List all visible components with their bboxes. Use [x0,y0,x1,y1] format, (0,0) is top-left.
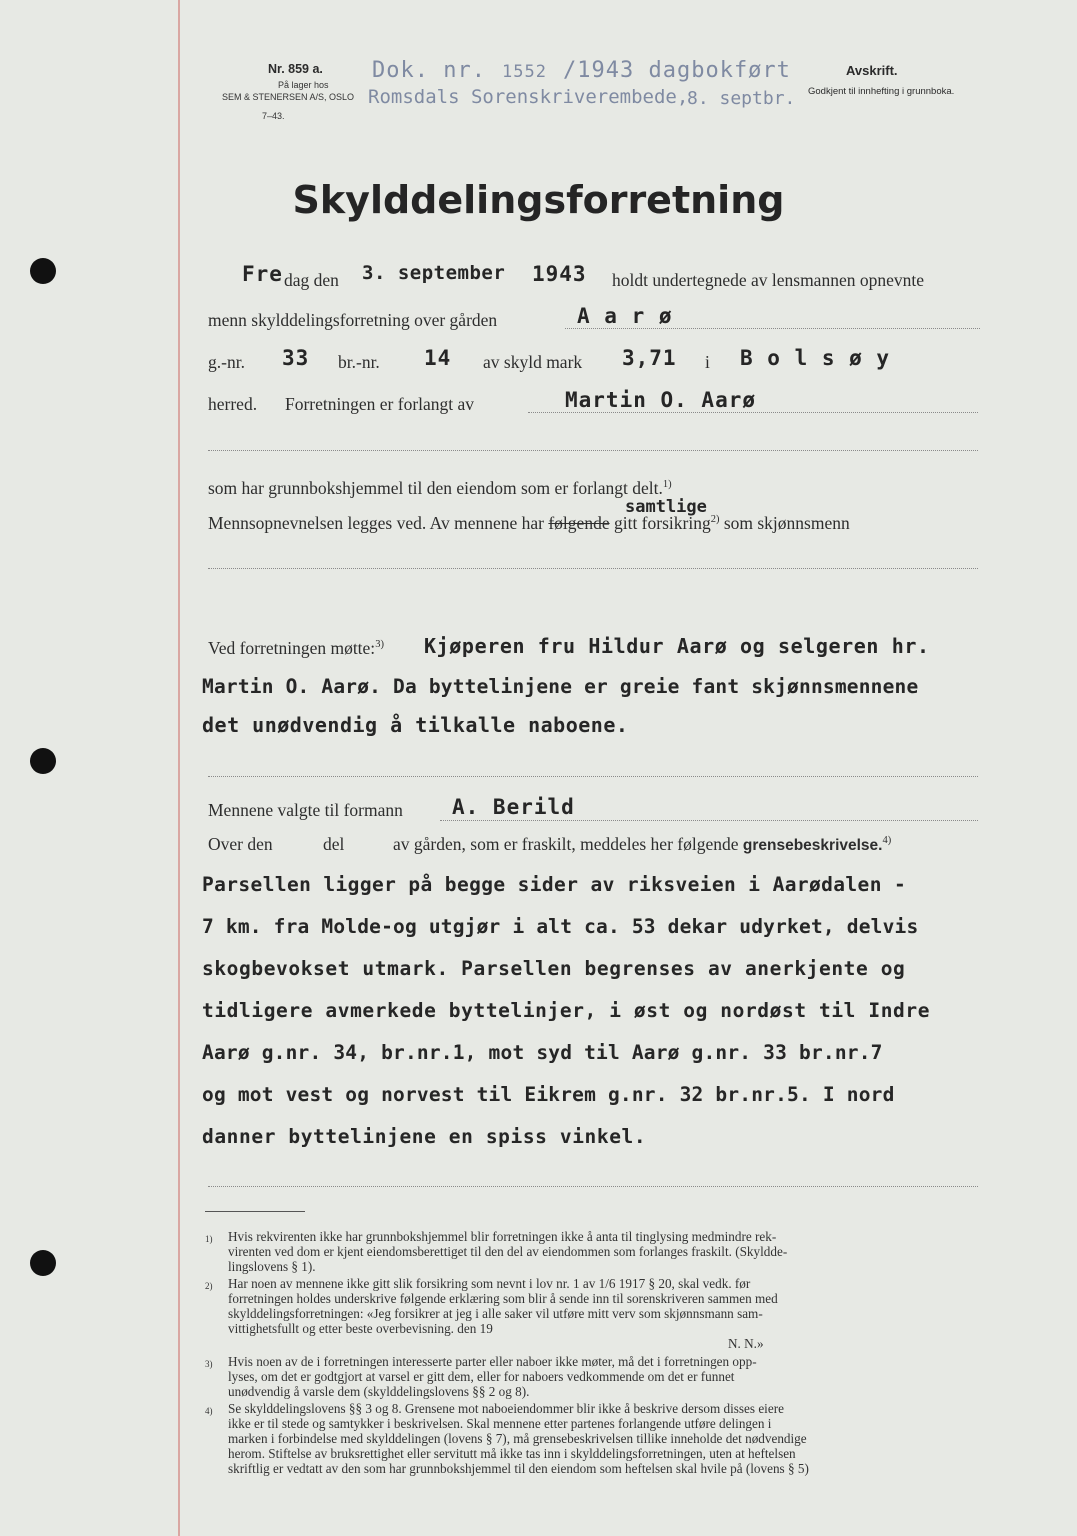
footnote-mark: 1) [205,1234,213,1244]
stamp-doc-number: 1552 [502,62,547,82]
requested-label: Forretningen er forlangt av [285,394,475,414]
footnote-line: lingslovens § 1). [228,1259,316,1274]
publisher-line: På lager hos [278,80,329,90]
skyld-label: av skyld mark [483,352,583,372]
inserted-word: samtlige [625,497,707,517]
fill-line [208,1186,978,1187]
punch-hole [30,1250,56,1276]
footnote-line: vittighetsfullt og etter beste overbevisning. den 19 [228,1321,493,1336]
footnote-rule [205,1211,305,1212]
farm-fill: A a r ø [577,304,673,328]
boundary-line: Aarø g.nr. 34, br.nr.1, mot syd til Aarø g.nr. 33 br.nr.7 [202,1041,883,1064]
attendance-label: Ved forretningen møtte: [208,638,376,658]
attendance-line: det unødvendig å tilkalle naboene. [202,713,629,737]
attendance-line: Kjøperen fru Hildur Aarø og selgeren hr. [424,634,930,658]
document-title: Skylddelingsforretning [292,178,785,222]
footnote-ref: 2) [710,514,720,526]
footnote-line: Har noen av mennene ikke gitt slik forsikring som nevnt i lov nr. 1 av 1/6 1917 § 20, skal vedk. før [228,1276,751,1291]
boundary-line: 7 km. fra Molde-og utgjør i alt ca. 53 dekar udyrket, delvis [202,915,919,938]
year-fill: 1943 [532,262,587,286]
footnote-ref: 4) [882,835,892,847]
punch-hole [30,258,56,284]
boundary-line: og mot vest og norvest til Eikrem g.nr. 32 br.nr.5. I nord [202,1083,895,1106]
approval-note: Godkjent til innhefting i grunnboka. [808,86,955,97]
boundary-line: danner byttelinjene en spiss vinkel. [202,1125,647,1148]
footnote-line: virenten ved dom er kjent eiendomsberettiget til den del av eiendommen som forlanges fraskilt. (Skyldde- [228,1244,788,1259]
weekday-fill: Fre [242,262,283,286]
bnr-label: br.-nr. [338,352,380,372]
footnote-line: unødvendig å varsle dem (skylddelingslovens §§ 2 og 8). [228,1384,530,1399]
municipality-label: i [705,352,710,372]
boundary-label-3: av gården, som er fraskilt, meddeles her følgende [393,834,739,854]
footnote-line: lyses, om det er godtgjort at varsel er gitt dem, eller for naboers vedkommende om det er funnet [228,1369,735,1384]
stamp-date: 8. septbr. [687,88,796,109]
boundary-label: Over den [208,834,273,854]
chair-name: A. Berild [452,795,575,819]
boundary-line: skogbevokset utmark. Parsellen begrenses av anerkjente og [202,957,906,980]
date-fill: 3. september [362,262,506,284]
footnote-signature: N. N.» [728,1336,764,1351]
attendance-line: Martin O. Aarø. Da byttelinjene er greie fant skjønnsmennene [202,675,919,698]
boundary-bold: grensebeskrivelse. [742,837,883,854]
footnote-line: forretningen holdes underskrive følgende erklæring som blir å sende inn til sorenskriveren sammen med [228,1291,778,1306]
menn-text-3: som skjønnsmenn [723,513,850,533]
boundary-line: tidligere avmerkede byttelinjer, i øst og nordøst til Indre [202,999,931,1022]
fill-line [528,412,978,413]
chair-label: Mennene valgte til formann [208,800,403,820]
date-label: dag den [284,270,339,290]
footnote-line: skylddelingsforretningen: «Jeg forsikrer at jeg i alle saker vil utføre mitt verv som skjønnsmann sam- [228,1306,763,1321]
struck-word: følgende [548,513,610,533]
footnote-mark: 2) [205,1281,213,1291]
footnote-line: Hvis rekvirenten ikke har grunnbokshjemmel blir forretningen ikke å anta til tinglysing medmindre rek- [228,1229,777,1244]
footnote-ref: 1) [662,479,672,491]
footnote-ref: 3) [375,639,384,651]
footnote-line: skriftlig er vedtatt av den som har grunnbokshjemmel til den eiendom som heftelsen skal hvile på (lovens § 5) [228,1461,809,1476]
intro-text: holdt undertegnede av lensmannen opnevnte [612,270,924,290]
footnote-line: herom. Stiftelse av bruksrettighet eller servitutt må ikke tas inn i skylddelingsforretningen, uten at heftelsen [228,1446,796,1461]
boundary-line: Parsellen ligger på begge sider av riksveien i Aarødalen - [202,873,907,896]
skyld-fill: 3,71 [622,346,677,370]
municipality-fill: B o l s ø y [740,346,891,370]
boundary-label-2: del [323,834,345,854]
gnr-label: g.-nr. [208,352,245,372]
stamp-doc-label: Dok. nr. [372,58,486,83]
copy-label: Avskrift. [846,63,898,78]
farm-label: menn skylddelingsforretning over gården [208,310,498,330]
menn-text-2: gitt forsikring [613,513,711,533]
bnr-fill: 14 [424,346,452,370]
margin-rule [178,0,180,1536]
footnote-line: ikke er til stede og samtykker i beskrivelsen. Skal mennene etter partenes forlangende utføre delingen i [228,1416,772,1431]
footnote-mark: 4) [205,1406,213,1416]
fill-line [440,820,978,821]
menn-text: Mennsopnevnelsen legges ved. Av mennene har [208,513,544,533]
fill-line [565,328,980,329]
footnote-line: Se skylddelingslovens §§ 3 og 8. Grensene mot naboeiendommer blir ikke å beskrive dersom disses eiere [228,1401,784,1416]
publisher-date: 7–43. [262,111,285,121]
fill-line [208,568,978,569]
stamp-office: Romsdals Sorenskriverembede, [368,86,689,108]
footnote-line: marken i forbindelse med skylddelingen (lovens § 7), må grensebeskrivelsen tillike inneholde det nødvendige [228,1431,807,1446]
fill-line [208,450,978,451]
form-number: Nr. 859 a. [268,62,323,76]
grunnbok-text: som har grunnbokshjemmel til den eiendom som er forlangt delt. [208,478,663,498]
stamp-year-register: /1943 dagbokført [563,58,791,83]
herred-label: herred. [208,394,258,414]
footnote-mark: 3) [205,1359,213,1369]
publisher-name: SEM & STENERSEN A/S, OSLO [222,92,355,102]
fill-line [208,776,978,777]
requester-fill: Martin O. Aarø [565,388,757,412]
gnr-fill: 33 [282,346,310,370]
punch-hole [30,748,56,774]
footnote-line: Hvis noen av de i forretningen interesserte parter eller naboer ikke møter, må det i forretningen opp- [228,1354,757,1369]
